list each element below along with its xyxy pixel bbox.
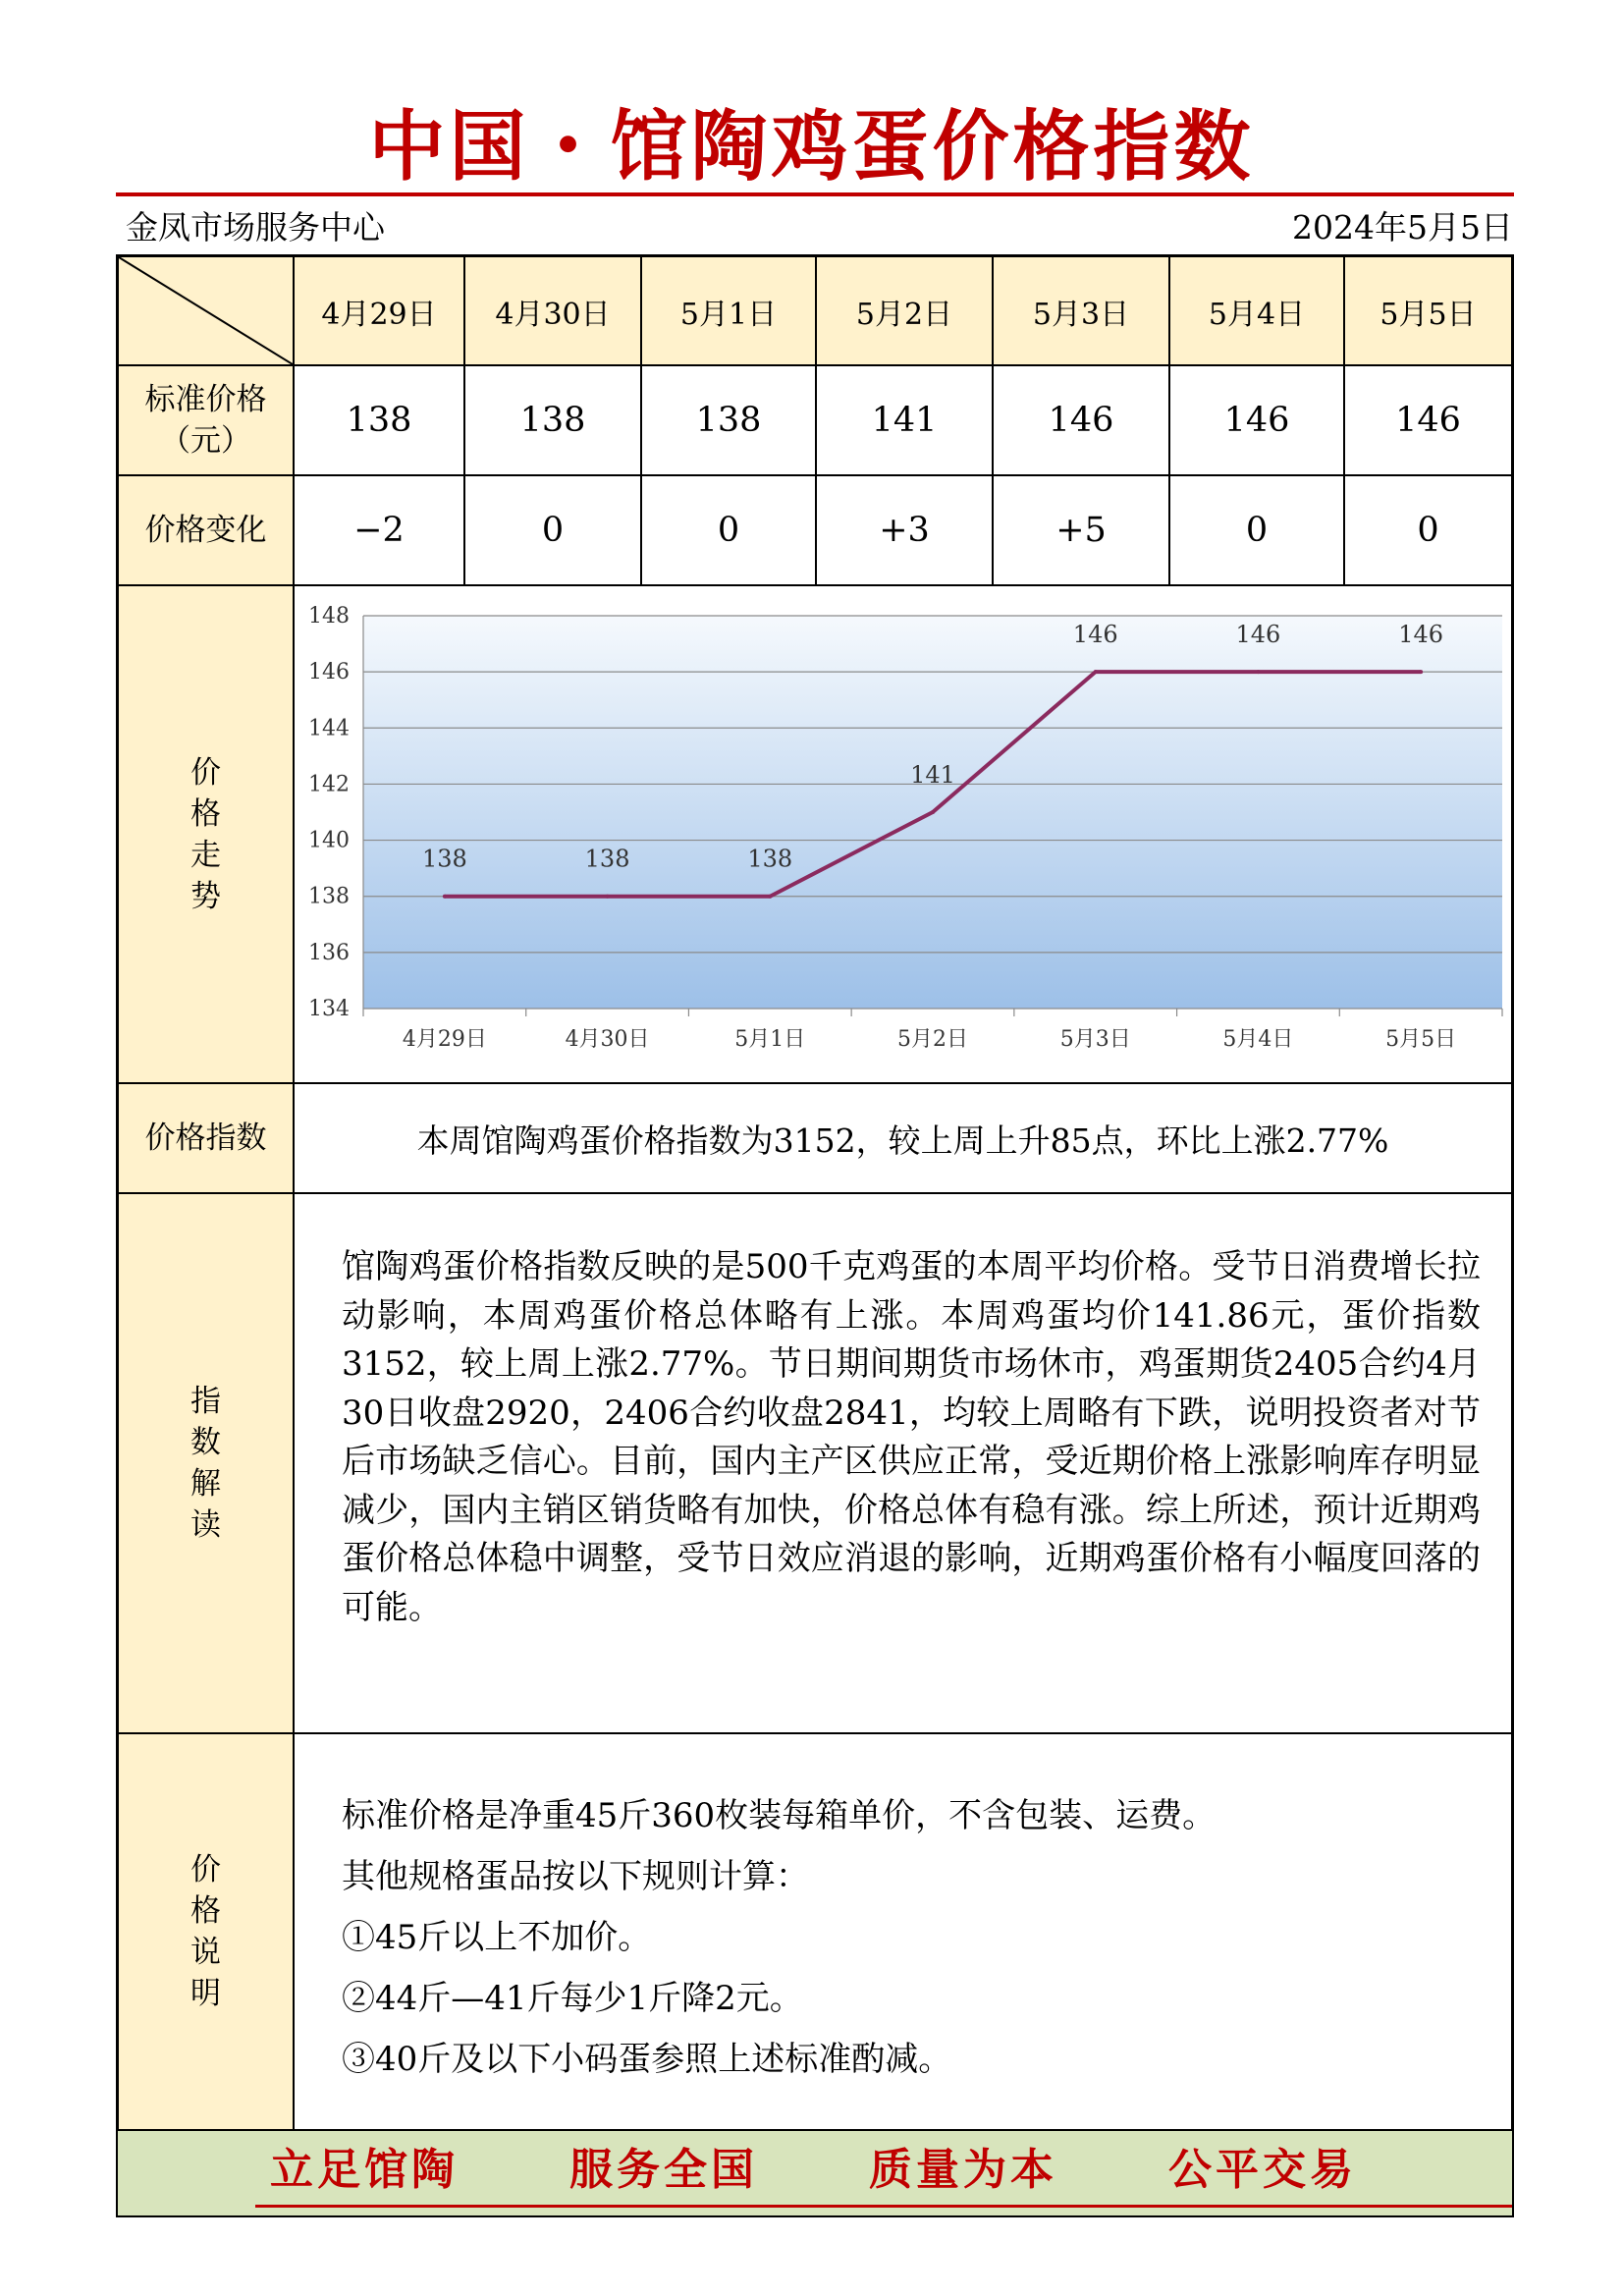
x-tick-label: 4月30日 [565, 1027, 650, 1052]
change-cell: 0 [541, 511, 565, 550]
title-underline [116, 192, 1514, 196]
y-tick-label: 134 [308, 997, 350, 1021]
change-cell: −2 [353, 511, 405, 550]
price-cell: 138 [695, 401, 762, 440]
data-label: 138 [747, 845, 793, 873]
row-divider [119, 584, 1511, 586]
x-tick-label: 5月1日 [734, 1027, 806, 1052]
price-cell: 146 [1048, 401, 1114, 440]
price-label-line1: 标准价格 [144, 382, 267, 417]
column-divider [293, 257, 295, 2129]
slogan-underline [255, 2205, 1512, 2208]
price-cell: 138 [346, 401, 412, 440]
row-divider [119, 1192, 1511, 1194]
x-tick-label: 5月2日 [897, 1027, 968, 1052]
data-point [606, 895, 610, 899]
date-header: 5月5日 [1345, 257, 1511, 364]
price-label-line2: （元） [160, 423, 251, 459]
change-label: 价格变化 [119, 476, 293, 584]
data-label: 138 [584, 845, 630, 873]
date-header: 5月4日 [1170, 257, 1343, 364]
slogan: 质量为本 [869, 2145, 1057, 2195]
date-header: 4月30日 [465, 257, 640, 364]
x-tick-label: 4月29日 [402, 1027, 487, 1052]
x-tick-label: 5月3日 [1059, 1027, 1131, 1052]
diagonal-line [119, 257, 293, 364]
x-tick-label: 5月5日 [1385, 1027, 1457, 1052]
column-divider [815, 257, 817, 584]
row-divider [119, 1082, 1511, 1084]
change-cell: +5 [1055, 511, 1107, 550]
change-cell: +3 [879, 511, 930, 550]
column-divider [992, 257, 994, 584]
column-divider [463, 257, 465, 584]
slogan: 服务全国 [569, 2145, 758, 2195]
note-item: ①45斤以上不加价。 [342, 1918, 652, 1957]
notes-label: 价 格 说 明 [119, 1734, 293, 2129]
y-tick-label: 146 [308, 660, 350, 685]
date-header: 5月2日 [817, 257, 992, 364]
price-trend-chart [295, 586, 1511, 1082]
corner-cell [119, 257, 293, 364]
column-divider [640, 257, 642, 584]
data-point [931, 810, 935, 814]
slogan: 公平交易 [1168, 2145, 1357, 2195]
note-item: ②44斤—41斤每少1斤降2元。 [342, 1979, 803, 2018]
index-summary: 本周馆陶鸡蛋价格指数为3152，较上周上升85点，环比上涨2.77% [416, 1121, 1389, 1160]
data-label: 146 [1235, 621, 1281, 649]
price-cell: 146 [1223, 401, 1290, 440]
report-date: 2024年5月5日 [1292, 208, 1513, 246]
data-point [1419, 670, 1423, 674]
data-point [1256, 670, 1260, 674]
y-tick-label: 148 [308, 604, 350, 629]
data-label: 146 [1072, 621, 1118, 649]
column-divider [1168, 257, 1170, 584]
date-header: 4月29日 [295, 257, 463, 364]
price-cell: 141 [871, 401, 938, 440]
row-divider [119, 1732, 1511, 1734]
column-divider [1343, 257, 1345, 584]
slogan: 立足馆陶 [270, 2145, 459, 2195]
analysis-text: 馆陶鸡蛋价格指数反映的是500千克鸡蛋的本周平均价格。受节日消费增长拉动影响，本周鸡蛋价格总体略有上涨。本周鸡蛋均价141.86元，蛋价指数3152，较上周上涨2.77%。节日期间期货市场休市，鸡蛋期货2405合约4月30日收盘2920，2406合约收盘2841，均较上周略有下跌，说明投资者对节后市场缺乏信心。目前，国内主产区供应正常，受近期价格上涨影响库存明显减少，国内主销区销货略有加快，价格总体有稳有涨。综上所述，预计近期鸡蛋价格总体稳中调整，受节日效应消退的影响，近期鸡蛋价格有小幅度回落的可能。 [342, 1247, 1481, 1627]
trend-label: 价 格 走 势 [119, 586, 293, 1082]
note-item: 其他规格蛋品按以下规则计算： [342, 1857, 809, 1896]
y-tick-label: 138 [308, 884, 350, 909]
date-header: 5月1日 [642, 257, 815, 364]
y-tick-label: 144 [308, 716, 350, 741]
note-item: 标准价格是净重45斤360枚装每箱单价，不含包装、运费。 [342, 1796, 1217, 1835]
date-header: 5月3日 [994, 257, 1168, 364]
change-cell: 0 [1245, 511, 1269, 550]
change-cell: 0 [717, 511, 740, 550]
y-tick-label: 142 [308, 772, 350, 797]
data-label: 138 [421, 845, 467, 873]
change-cell: 0 [1417, 511, 1439, 550]
data-label: 146 [1398, 621, 1444, 649]
x-tick-label: 5月4日 [1222, 1027, 1294, 1052]
analysis-label: 指 数 解 读 [119, 1194, 293, 1732]
index-label: 价格指数 [119, 1084, 293, 1192]
data-point [443, 895, 447, 899]
data-label: 141 [910, 761, 955, 789]
note-item: ③40斤及以下小码蛋参照上述标准酌减。 [342, 2040, 952, 2079]
price-cell: 138 [519, 401, 586, 440]
y-tick-label: 140 [308, 828, 350, 853]
notes-list [342, 1785, 1481, 2090]
data-point [768, 895, 772, 899]
page-title: 中国・馆陶鸡蛋价格指数 [368, 103, 1255, 191]
data-point [1094, 670, 1098, 674]
y-tick-label: 136 [308, 940, 350, 965]
price-cell: 146 [1395, 401, 1461, 440]
price-label [119, 366, 293, 474]
organization-name: 金凤市场服务中心 [126, 208, 385, 246]
